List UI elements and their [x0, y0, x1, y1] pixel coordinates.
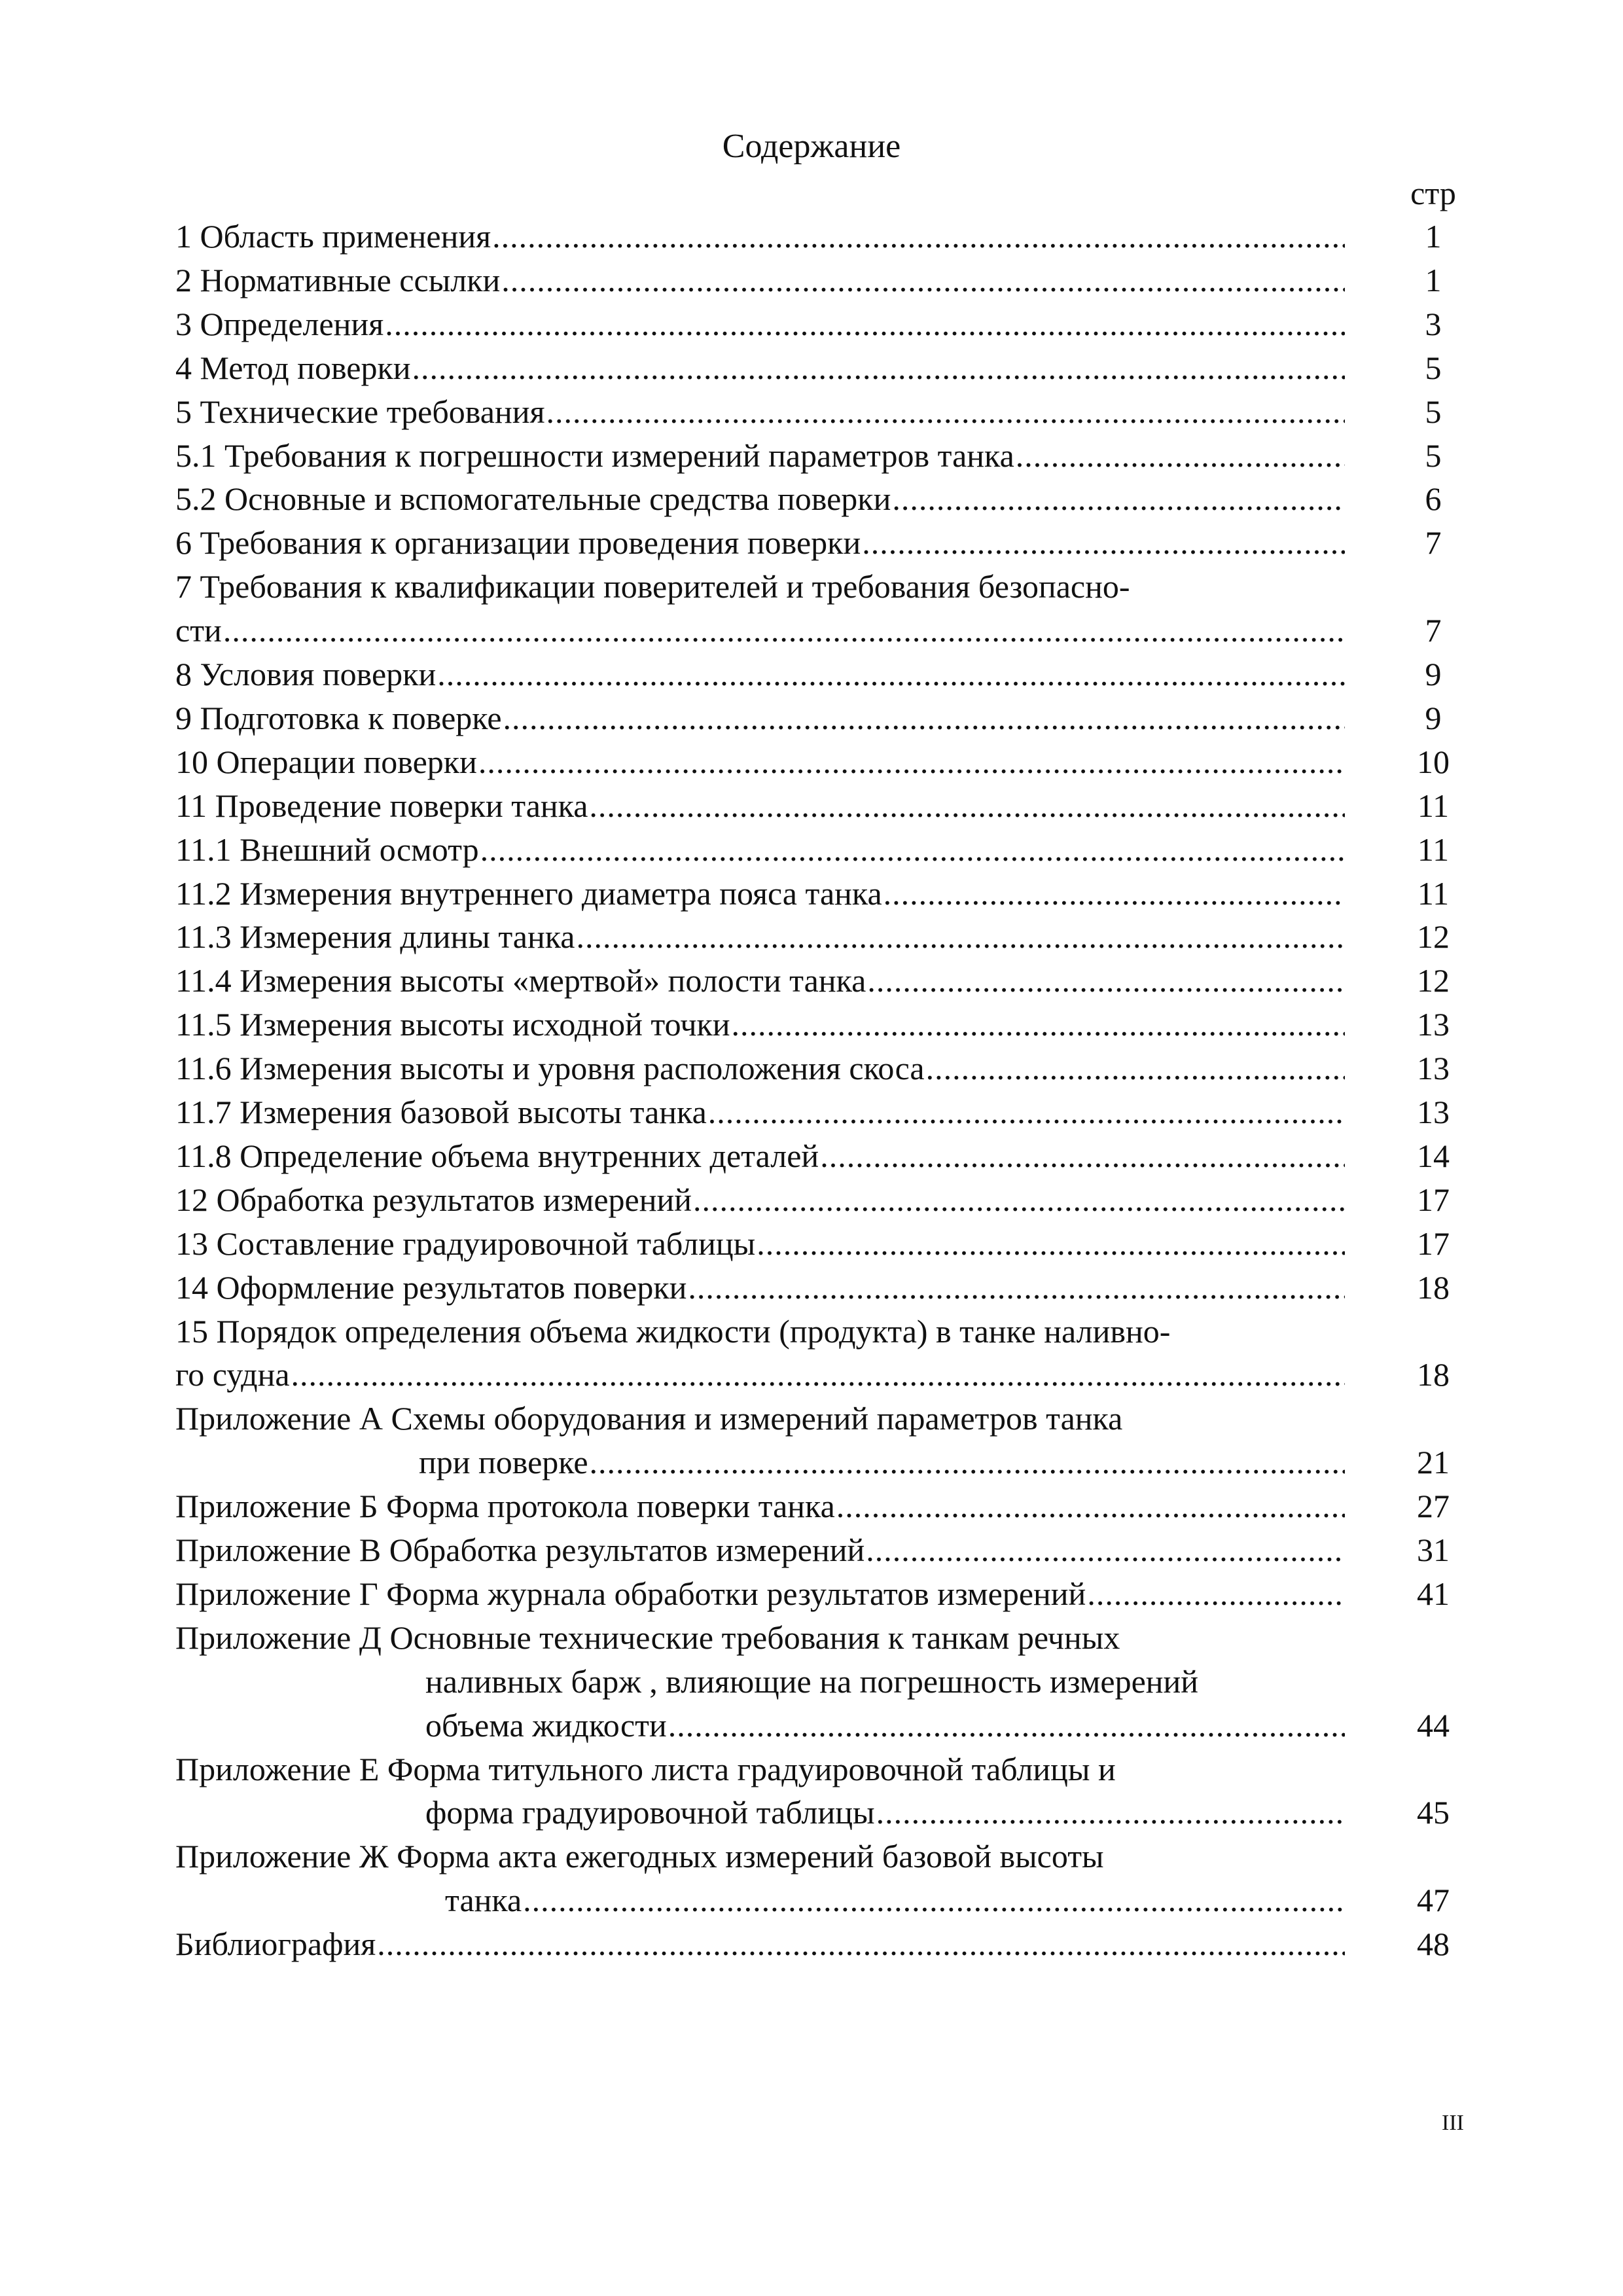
- toc-entry-title: Приложение Б Форма протокола поверки танка: [175, 1488, 835, 1524]
- toc-entry: [175, 1835, 1345, 1878]
- toc-entry-title: 15 Порядок определения объема жидкости (продукта) в танке наливно-: [175, 1313, 1171, 1350]
- toc-page-number: 9: [1425, 700, 1442, 736]
- toc-entry-title: наливных барж , влияющие на погрешность измерений: [425, 1663, 1199, 1700]
- toc-page-number: 13: [1417, 1094, 1450, 1130]
- toc-leader-dots: [892, 482, 1345, 515]
- toc-entry: [175, 1353, 1345, 1396]
- toc-entry-title: 11.5 Измерения высоты исходной точки: [175, 1006, 730, 1043]
- toc-leader-dots: [693, 1183, 1345, 1216]
- toc-entry-title: 5.1 Требования к погрешности измерений параметров танка: [175, 437, 1014, 474]
- toc-entry-title: 11.8 Определение объема внутренних деталей: [175, 1138, 819, 1174]
- toc-entry: [445, 1878, 1345, 1922]
- toc-leader-dots: [377, 1928, 1345, 1960]
- toc-entry: [175, 1616, 1345, 1659]
- toc-page-number: 5: [1425, 350, 1442, 386]
- toc-entry-title: 11.2 Измерения внутреннего диаметра пояса танка: [175, 875, 882, 912]
- toc-entry: [175, 565, 1345, 608]
- toc-entry-title: Приложение В Обработка результатов измерений: [175, 1532, 865, 1568]
- toc-entry-title: объема жидкости: [425, 1707, 667, 1744]
- toc-leader-dots: [688, 1271, 1345, 1304]
- toc-page-number: 12: [1417, 918, 1450, 955]
- toc-entry: [175, 1748, 1345, 1791]
- toc-entry: [175, 1134, 1345, 1177]
- toc-leader-dots: [820, 1139, 1345, 1172]
- toc-leader-dots: [757, 1227, 1345, 1260]
- toc-leader-dots: [385, 308, 1345, 340]
- toc-entry-title: 2 Нормативные ссылки: [175, 262, 501, 298]
- toc-entry: [175, 259, 1345, 302]
- toc-entry: [425, 1791, 1345, 1834]
- toc-entry-title: 11.4 Измерения высоты «мертвой» полости танка: [175, 962, 866, 999]
- toc-page-number: 11: [1417, 831, 1450, 868]
- toc-page-number: 12: [1417, 962, 1450, 999]
- toc-page-number: 9: [1425, 656, 1442, 692]
- toc-entry: [175, 1090, 1345, 1134]
- toc-page-number: 1: [1425, 262, 1442, 298]
- toc-page-number: 13: [1417, 1006, 1450, 1043]
- toc-leader-dots: [590, 1446, 1345, 1479]
- toc-entry: [175, 872, 1345, 915]
- toc-entry: [175, 302, 1345, 346]
- toc-leader-dots: [876, 1796, 1345, 1829]
- toc-page-number: 10: [1417, 744, 1450, 780]
- toc-entry-title: Приложение Г Форма журнала обработки результатов измерений: [175, 1575, 1086, 1612]
- toc-entry-title: 11.6 Измерения высоты и уровня расположения скоса: [175, 1050, 925, 1086]
- toc-entry: [175, 1528, 1345, 1571]
- toc-entry: [175, 915, 1345, 958]
- toc-page-number: 41: [1417, 1575, 1450, 1612]
- toc-entry: [175, 653, 1345, 696]
- toc-leader-dots: [480, 833, 1345, 866]
- toc-entry: [175, 346, 1345, 389]
- toc-entry-title: 11.3 Измерения длины танка: [175, 918, 575, 955]
- toc-page-number: 18: [1417, 1356, 1450, 1393]
- toc-page-number: 17: [1417, 1181, 1450, 1218]
- toc-leader-dots: [223, 614, 1345, 647]
- toc-entry-title: Приложение Ж Форма акта ежегодных измерений базовой высоты: [175, 1838, 1104, 1874]
- toc-entry: [175, 477, 1345, 520]
- toc-leader-dots: [576, 920, 1345, 953]
- toc-page-number: 45: [1417, 1794, 1450, 1831]
- toc-entry: [175, 784, 1345, 827]
- toc-entry-title: Библиография: [175, 1926, 376, 1962]
- toc-page-number: 18: [1417, 1269, 1450, 1306]
- toc-entry-title: Приложение А Схемы оборудования и измерений параметров танка: [175, 1400, 1123, 1437]
- toc-leader-dots: [867, 964, 1345, 997]
- toc-entry: [175, 828, 1345, 871]
- toc-entry-title: 8 Условия поверки: [175, 656, 437, 692]
- toc-leader-dots: [668, 1709, 1345, 1742]
- toc-entry-title: 9 Подготовка к поверке: [175, 700, 502, 736]
- toc-leader-dots: [589, 789, 1345, 822]
- toc-entry: [175, 1047, 1345, 1090]
- toc-page-number: 6: [1425, 480, 1442, 517]
- toc-leader-dots: [1087, 1577, 1345, 1610]
- toc-page-number: 7: [1425, 612, 1442, 649]
- toc-entry: [419, 1441, 1345, 1484]
- toc-entry-title: 1 Область применения: [175, 218, 491, 255]
- toc-entry-title: 13 Составление градуировочной таблицы: [175, 1225, 756, 1262]
- toc-leader-dots: [437, 658, 1345, 691]
- toc-entry: [175, 1178, 1345, 1221]
- toc-page-number: 3: [1425, 306, 1442, 342]
- toc-entry-title: сти: [175, 612, 222, 649]
- toc-leader-dots: [478, 745, 1345, 778]
- toc-entry: [425, 1704, 1345, 1747]
- toc-leader-dots: [836, 1490, 1345, 1522]
- toc-entry-title: 14 Оформление результатов поверки: [175, 1269, 687, 1306]
- toc-entry: [175, 1310, 1345, 1353]
- toc-leader-dots: [492, 220, 1345, 253]
- toc-leader-dots: [1016, 439, 1345, 472]
- toc-entry: [175, 1484, 1345, 1528]
- toc-page-number: 21: [1417, 1444, 1450, 1480]
- toc-page-number: 5: [1425, 393, 1442, 430]
- toc-entry: [175, 959, 1345, 1002]
- toc-leader-dots: [523, 1884, 1345, 1916]
- toc-entry: [175, 390, 1345, 433]
- toc-entry-title: 5 Технические требования: [175, 393, 545, 430]
- toc-page-number: 13: [1417, 1050, 1450, 1086]
- page-folio: III: [1442, 2111, 1464, 2135]
- toc-entry-title: танка: [445, 1882, 522, 1918]
- toc-leader-dots: [291, 1358, 1345, 1391]
- toc-entry-title: при поверке: [419, 1444, 588, 1480]
- toc-entry-title: Приложение Д Основные технические требования к танкам речных: [175, 1619, 1120, 1656]
- toc-page-number: 44: [1417, 1707, 1450, 1744]
- toc-entry: [175, 1266, 1345, 1309]
- toc-entry: [175, 609, 1345, 652]
- toc-entry-title: 11.7 Измерения базовой высоты танка: [175, 1094, 707, 1130]
- toc-page-number: 11: [1417, 875, 1450, 912]
- toc-entry: [175, 1572, 1345, 1615]
- toc-leader-dots: [708, 1096, 1345, 1128]
- toc-entry: [175, 215, 1345, 258]
- toc-entry: [175, 740, 1345, 783]
- toc-entry: [175, 1003, 1345, 1046]
- toc-leader-dots: [412, 351, 1346, 384]
- toc-page-number: 48: [1417, 1926, 1450, 1962]
- toc-entry-title: 4 Метод поверки: [175, 350, 411, 386]
- toc-page-number: 7: [1425, 524, 1442, 561]
- toc-entry: [175, 521, 1345, 564]
- toc-entry-title: форма градуировочной таблицы: [425, 1794, 875, 1831]
- toc-entry: [175, 1222, 1345, 1265]
- toc-page-number: 27: [1417, 1488, 1450, 1524]
- toc-page-number: 11: [1417, 787, 1450, 824]
- toc-page-number: 5: [1425, 437, 1442, 474]
- toc-leader-dots: [503, 702, 1345, 734]
- toc-leader-dots: [546, 395, 1345, 428]
- toc-leader-dots: [501, 264, 1345, 296]
- toc-entry-title: 5.2 Основные и вспомогательные средства поверки: [175, 480, 891, 517]
- toc-entry-title: 10 Операции поверки: [175, 744, 477, 780]
- toc-entry-title: 6 Требования к организации проведения поверки: [175, 524, 861, 561]
- toc-entry-title: 12 Обработка результатов измерений: [175, 1181, 692, 1218]
- toc-entry-title: 7 Требования к квалификации поверителей и требования безопасно-: [175, 568, 1130, 605]
- toc-entry-title: 11.1 Внешний осмотр: [175, 831, 479, 868]
- toc-leader-dots: [883, 877, 1345, 910]
- toc-page-number: 47: [1417, 1882, 1450, 1918]
- toc-page-number: 31: [1417, 1532, 1450, 1568]
- toc-page-number: 1: [1425, 218, 1442, 255]
- toc-entry-title: 11 Проведение поверки танка: [175, 787, 588, 824]
- toc-page-number: 14: [1417, 1138, 1450, 1174]
- page-title: Содержание: [722, 128, 901, 165]
- toc-entry: [425, 1660, 1345, 1703]
- toc-leader-dots: [866, 1534, 1345, 1566]
- toc-entry: [175, 434, 1345, 477]
- toc-entry-title: го судна: [175, 1356, 290, 1393]
- toc-entry-title: 3 Определения: [175, 306, 384, 342]
- toc-entry: [175, 1397, 1345, 1440]
- toc-leader-dots: [926, 1052, 1345, 1085]
- toc-entry: [175, 1922, 1345, 1965]
- toc-leader-dots: [862, 526, 1345, 559]
- toc-entry-title: Приложение Е Форма титульного листа градуировочной таблицы и: [175, 1751, 1116, 1787]
- toc-leader-dots: [732, 1008, 1345, 1041]
- toc-page-number: 17: [1417, 1225, 1450, 1262]
- toc-entry: [175, 696, 1345, 740]
- page-column-header: стр: [1410, 175, 1456, 211]
